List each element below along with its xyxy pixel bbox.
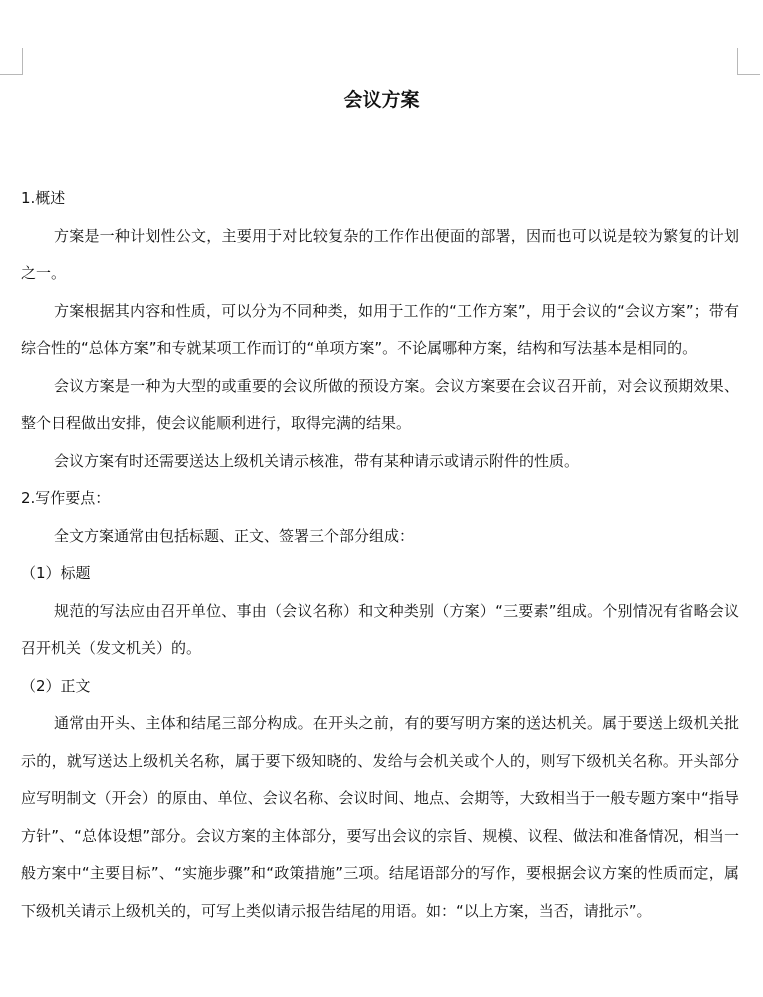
document-title: 会议方案 [343,89,420,111]
page-corner-mark-right [737,48,760,75]
paragraph-types: 方案根据其内容和性质，可以分为不同种类，如用于工作的“工作方案”，用于会议的“会议方案”；带有综合性的“总体方案”和专就某项工作而订的“单项方案”。不论属哪种方案，结构和写法基本是相同的。 [21,301,739,357]
paragraph-definition: 方案是一种计划性公文，主要用于对比较复杂的工作作出便面的部署，因而也可以说是较为繁复的计划之一。 [21,226,739,282]
page-corner-mark-left [0,48,23,75]
section-heading-overview: 1.概述 [21,189,66,207]
paragraph-title-rules: 规范的写法应由召开单位、事由（会议名称）和文种类别（方案）“三要素”组成。个别情况有省略会议召开机关（发文机关）的。 [21,601,739,657]
paragraph-approval: 会议方案有时还需要送达上级机关请示核准，带有某种请示或请示附件的性质。 [54,451,580,470]
subheading-title: （1）标题 [21,564,91,582]
subheading-body: （2）正文 [21,676,91,695]
section-heading-writing-points: 2.写作要点： [21,489,111,507]
paragraph-structure: 全文方案通常由包括标题、正文、签署三个部分组成： [54,526,415,545]
paragraph-meeting-plan: 会议方案是一种为大型的或重要的会议所做的预设方案。会议方案要在会议召开前，对会议预期效果、整个日程做出安排，使会议能顺利进行，取得完满的结果。 [21,376,739,432]
document-body [21,180,739,930]
paragraph-body-rules: 通常由开头、主体和结尾三部分构成。在开头之前，有的要写明方案的送达机关。属于要送上级机关批示的，就写送达上级机关名称，属于要下级知晓的、发给与会机关或个人的，则写下级机关名称。开头部分应写明制文（开会）的原由、单位、会议名称、会议时间、地点、会期等，大致相当于一般专题方案中“指导方针”、“总体设想”部分。会议方案的主体部分，要写出会议的宗旨、规模、议程、做法和准备情况，相当一般方案中“主要目标”、“实施步骤”和“政策措施”三项。结尾语部分的写作，要根据会议方案的性质而定，属下级机关请示上级机关的，可写上类似请示报告结尾的用语。如：“以上方案，当否，请批示”。 [21,714,739,920]
